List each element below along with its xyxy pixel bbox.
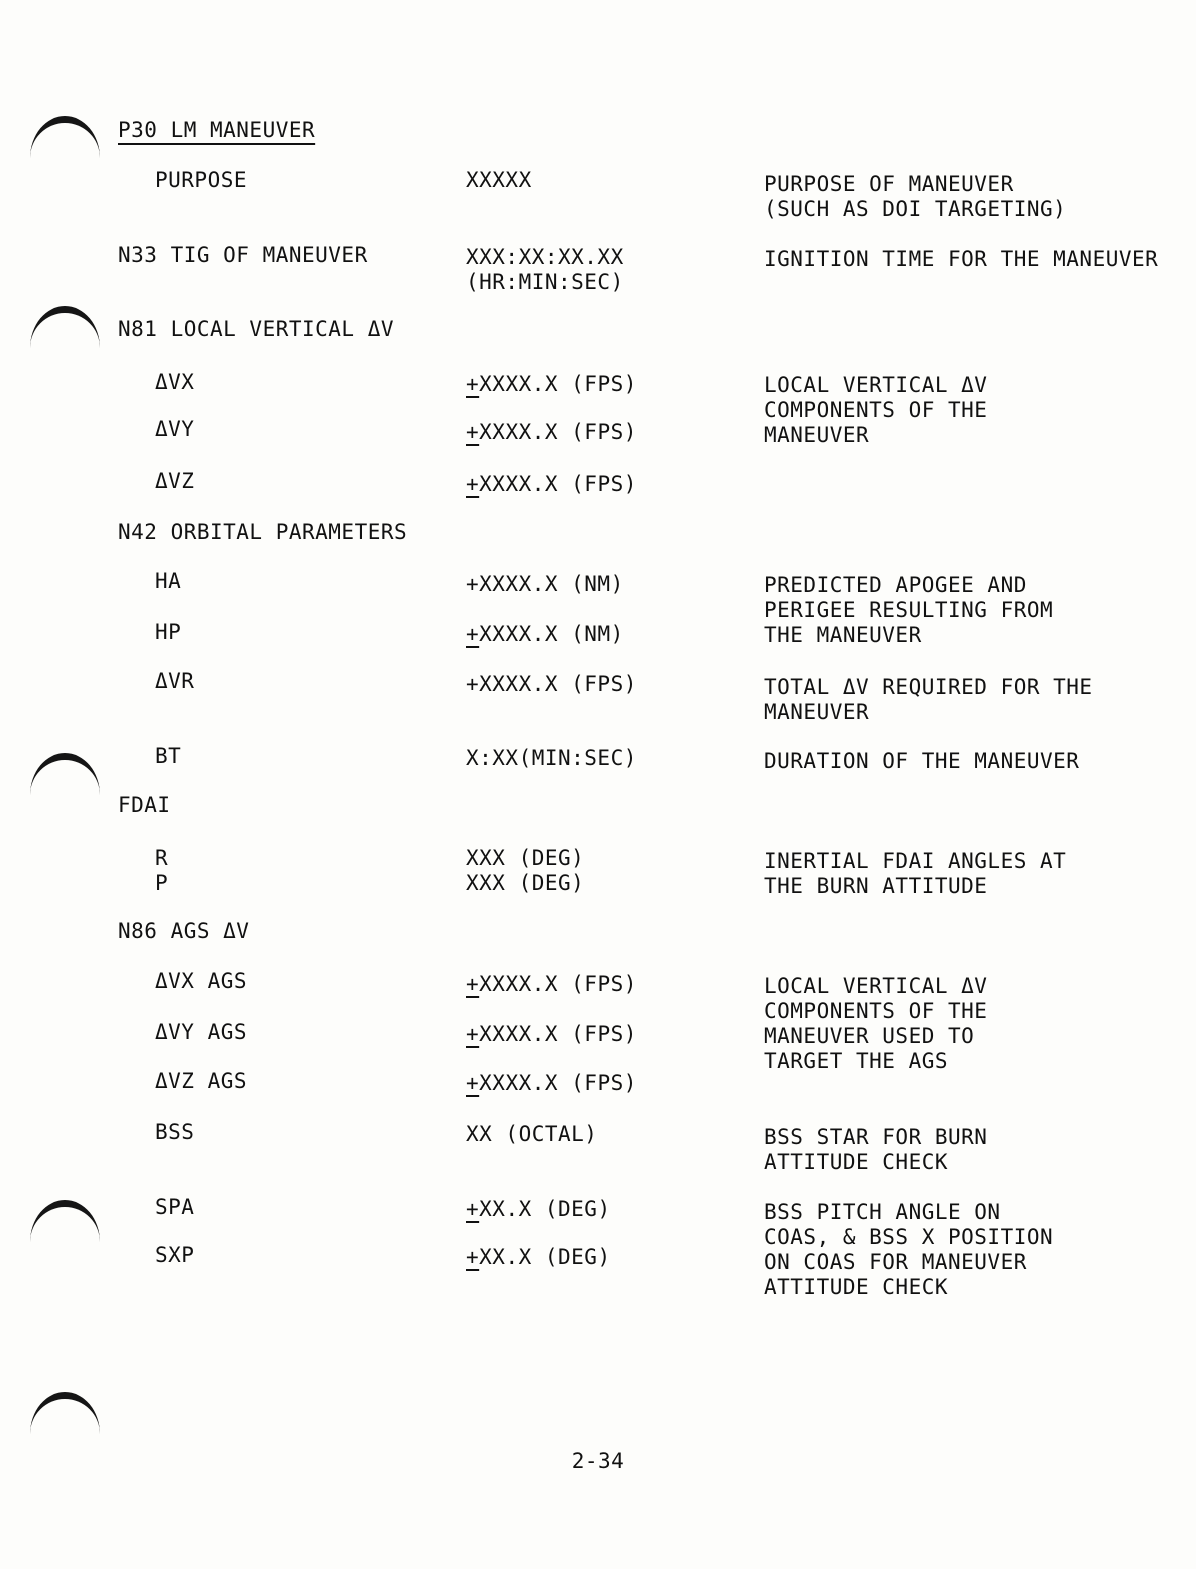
row-label: PURPOSE [155, 168, 248, 192]
page-title: P30 LM MANEUVER [118, 118, 316, 142]
row-description: INERTIAL FDAI ANGLES AT THE BURN ATTITUDE [764, 849, 1067, 898]
row-value: XXX (DEG) XXX (DEG) [466, 846, 585, 895]
row-value: +XXXX.X (FPS) [466, 472, 637, 496]
row-value: +XXXX.X (NM) [466, 622, 624, 646]
row-value: +XXXX.X (FPS) [466, 972, 637, 996]
row-description: PURPOSE OF MANEUVER (SUCH AS DOI TARGETING) [764, 172, 1067, 221]
binder-hole-5 [30, 1392, 100, 1452]
row-value: +XXXX.X (FPS) [466, 1022, 637, 1046]
row-label: ΔVY [155, 417, 195, 441]
row-description: TOTAL ΔV REQUIRED FOR THE MANEUVER [764, 675, 1093, 724]
plus-minus-sign: + [466, 420, 480, 444]
row-label: ΔVX AGS [155, 969, 248, 993]
row-description: BSS STAR FOR BURN ATTITUDE CHECK [764, 1125, 988, 1174]
row-value: +XXXX.X (FPS) [466, 420, 637, 444]
row-description: LOCAL VERTICAL ΔV COMPONENTS OF THE MANEUVER [764, 373, 988, 447]
row-description: BSS PITCH ANGLE ON COAS, & BSS X POSITION ON COAS FOR MANEUVER ATTITUDE CHECK [764, 1200, 1054, 1299]
row-label: HP [155, 620, 182, 644]
row-value: X:XX(MIN:SEC) [466, 746, 637, 770]
row-label: BT [155, 744, 182, 768]
row-label: R P [155, 846, 169, 895]
plus-minus-sign: + [466, 1022, 480, 1046]
row-value: XXX:XX:XX.XX (HR:MIN:SEC) [466, 245, 624, 294]
plus-minus-sign: + [466, 1197, 480, 1221]
plus-minus-sign: + [466, 622, 480, 646]
plus-minus-sign: + [466, 1245, 480, 1269]
row-value: XXXXX [466, 168, 532, 192]
page-number: 2-34 [571, 1449, 625, 1473]
section-heading: N81 LOCAL VERTICAL ΔV [118, 317, 395, 341]
row-value: XX (OCTAL) [466, 1122, 598, 1146]
row-label: ΔVR [155, 669, 195, 693]
section-heading: FDAI [118, 793, 171, 817]
row-description: DURATION OF THE MANEUVER [764, 749, 1080, 773]
row-value: +XXXX.X (FPS) [466, 672, 637, 696]
binder-hole-4 [30, 1200, 100, 1260]
row-label: ΔVZ AGS [155, 1069, 248, 1093]
plus-minus-sign: + [466, 372, 480, 396]
row-label: SPA [155, 1195, 195, 1219]
row-description: PREDICTED APOGEE AND PERIGEE RESULTING FROM THE MANEUVER [764, 573, 1054, 647]
row-value: +XX.X (DEG) [466, 1245, 611, 1269]
binder-hole-2 [30, 306, 100, 366]
binder-hole-3 [30, 753, 100, 813]
section-heading: N42 ORBITAL PARAMETERS [118, 520, 408, 544]
row-label: BSS [155, 1120, 195, 1144]
row-value: +XXXX.X (NM) [466, 572, 624, 596]
section-heading: N86 AGS ΔV [118, 919, 250, 943]
row-label: ΔVZ [155, 469, 195, 493]
row-value: +XX.X (DEG) [466, 1197, 611, 1221]
row-value: +XXXX.X (FPS) [466, 1071, 637, 1095]
row-label: ΔVX [155, 370, 195, 394]
row-description: IGNITION TIME FOR THE MANEUVER [764, 247, 1159, 271]
binder-hole-1 [30, 116, 100, 176]
row-value: +XXXX.X (FPS) [466, 372, 637, 396]
plus-minus-sign: + [466, 1071, 480, 1095]
plus-minus-sign: + [466, 972, 480, 996]
row-label: SXP [155, 1243, 195, 1267]
row-label: N33 TIG OF MANEUVER [118, 243, 368, 267]
row-description: LOCAL VERTICAL ΔV COMPONENTS OF THE MANEUVER USED TO TARGET THE AGS [764, 974, 988, 1073]
plus-minus-sign: + [466, 472, 480, 496]
row-label: HA [155, 569, 182, 593]
row-label: ΔVY AGS [155, 1020, 248, 1044]
